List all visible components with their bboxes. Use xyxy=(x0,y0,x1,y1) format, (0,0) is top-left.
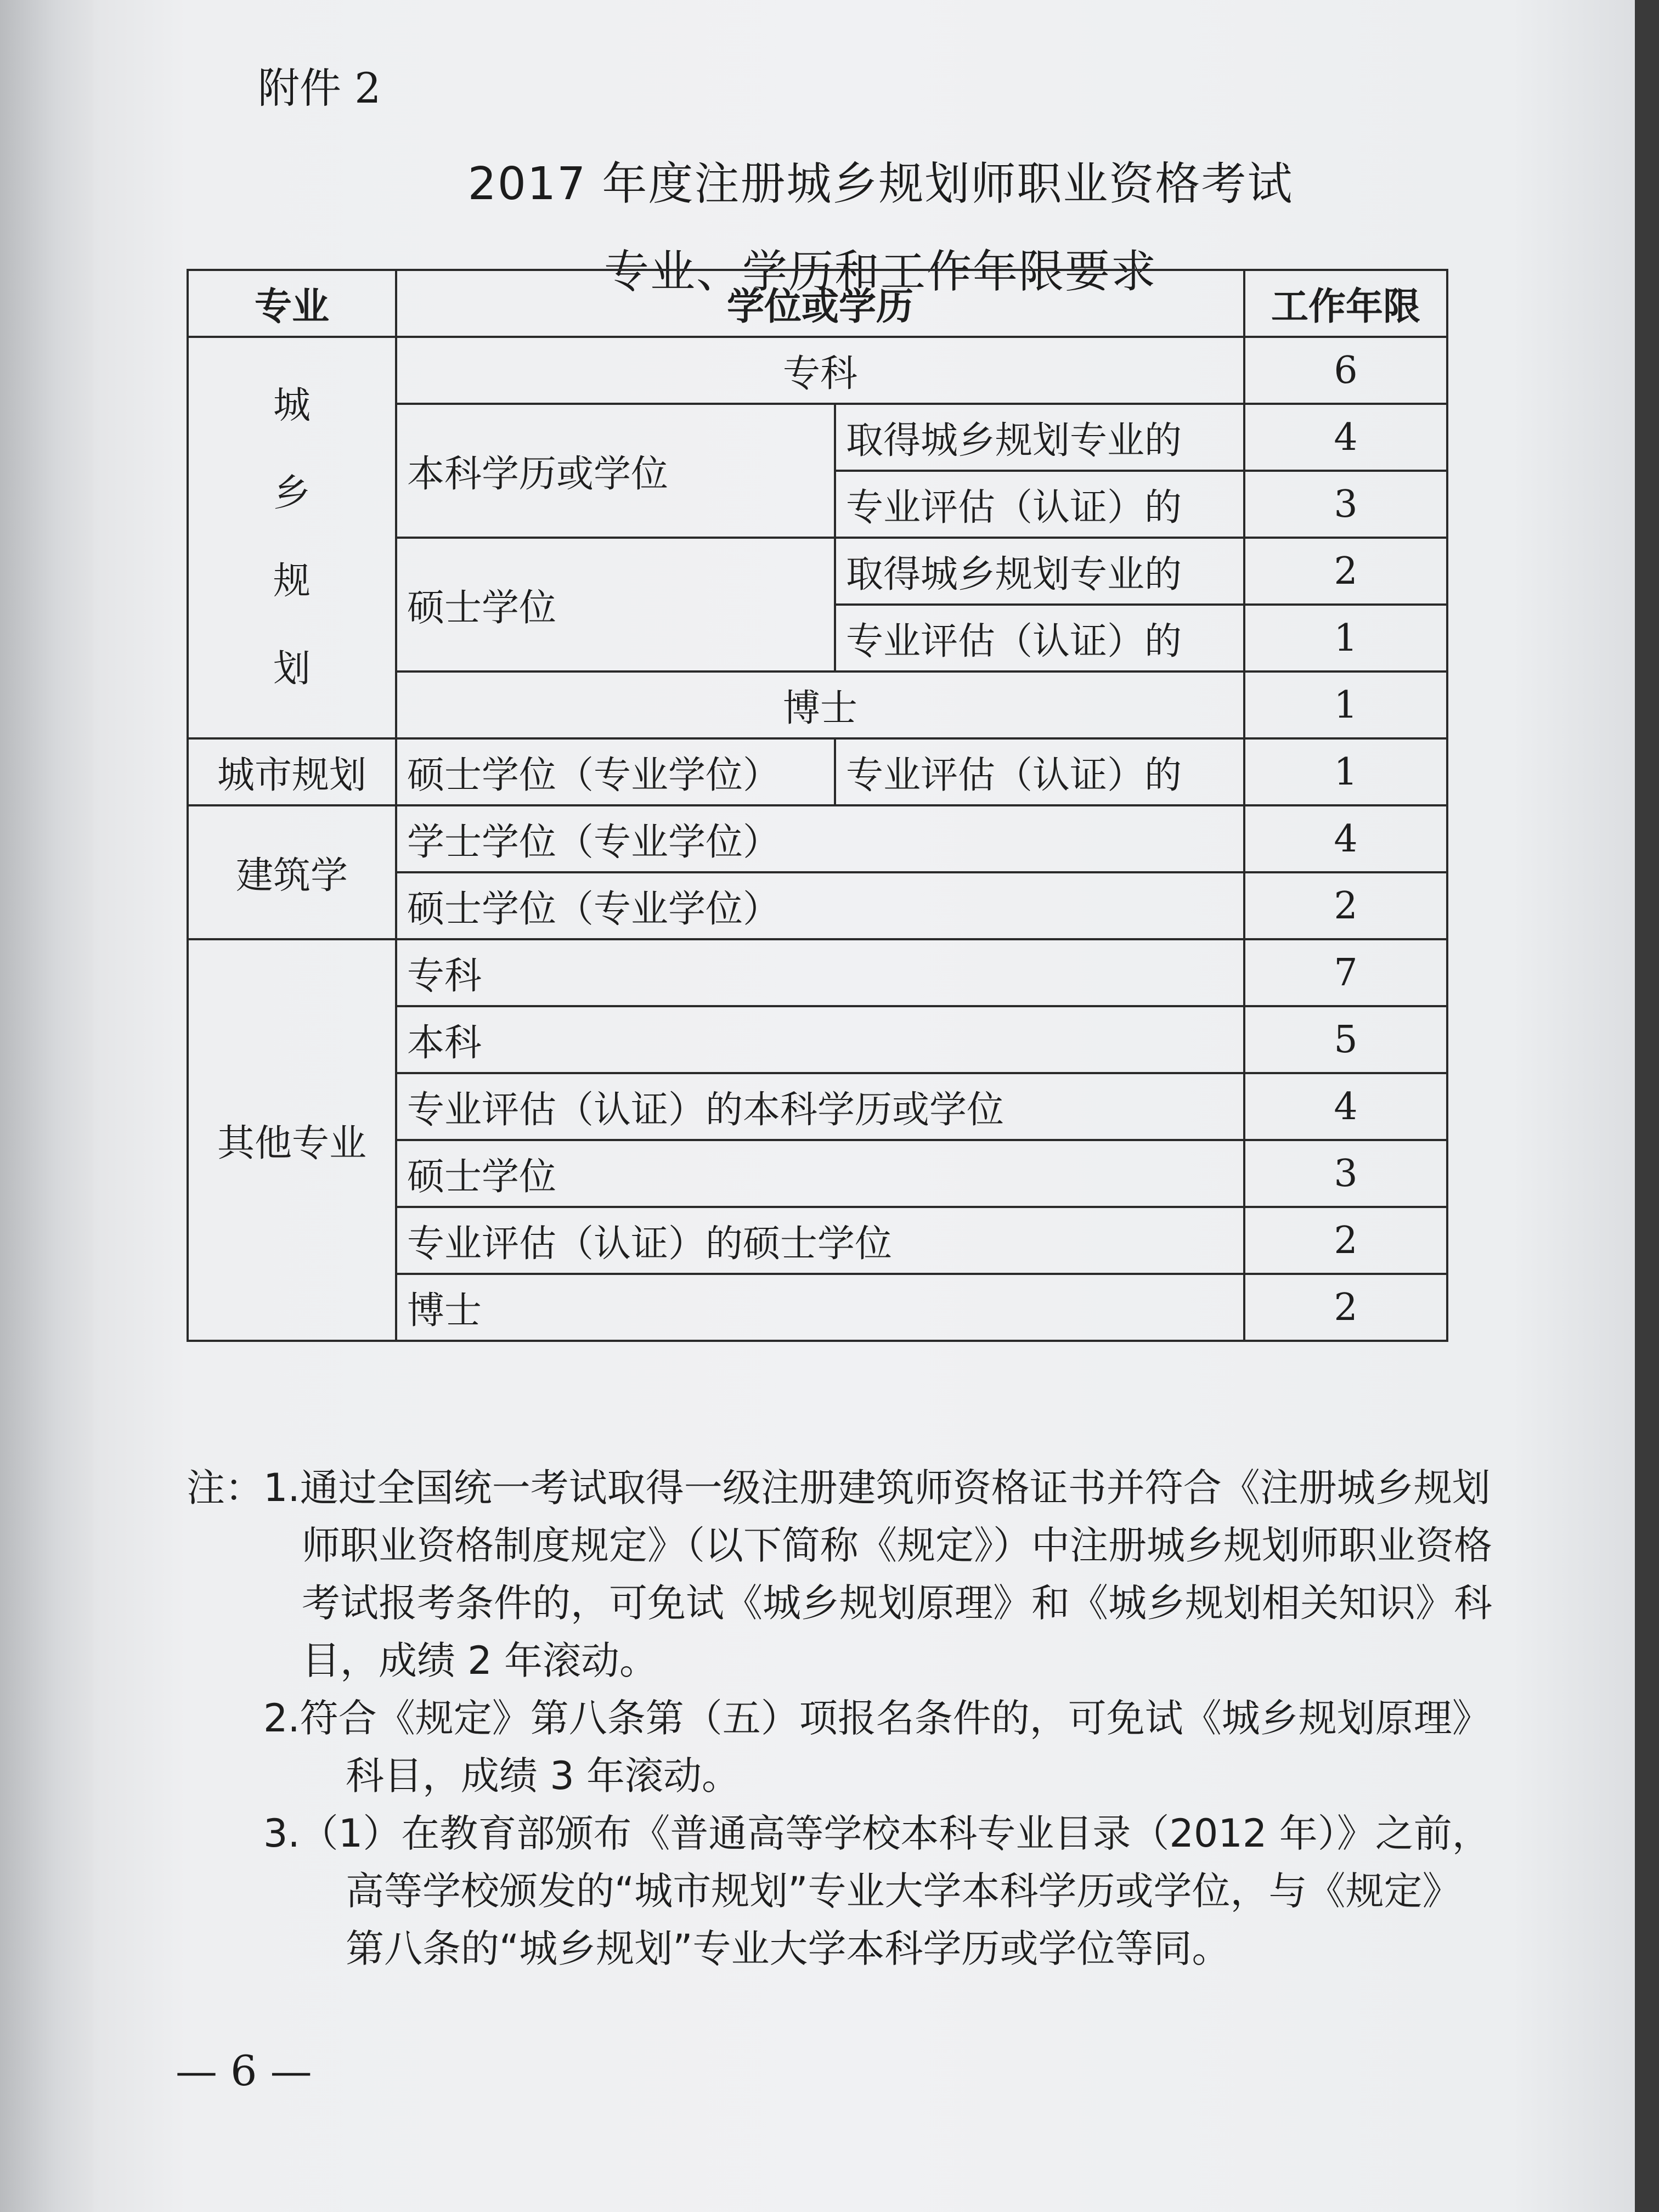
degree-cell: 博士 xyxy=(396,1274,1244,1341)
notes-section xyxy=(187,1459,1492,1978)
document-page xyxy=(93,0,1635,2212)
table-header-row xyxy=(188,270,1447,337)
major-char: 乡 xyxy=(273,472,311,515)
header-major: 专业 xyxy=(188,270,396,337)
years-cell: 2 xyxy=(1244,1207,1447,1274)
page-gutter-shadow xyxy=(0,0,93,2212)
degree-cell: 专业评估（认证）的本科学历或学位 xyxy=(396,1073,1244,1140)
page-number: — 6 — xyxy=(176,2046,312,2095)
years-cell: 1 xyxy=(1244,605,1447,672)
degree-condition: 专业评估（认证）的 xyxy=(835,605,1244,672)
years-cell: 4 xyxy=(1244,404,1447,471)
degree-cell: 硕士学位（专业学位） xyxy=(396,872,1244,939)
note-2: 2.符合《规定》第八条第（五）项报名条件的，可免试《城乡规划原理》科目，成绩 3 年滚动。 xyxy=(263,1696,1491,1798)
major-city-planning: 城市规划 xyxy=(188,738,396,805)
years-cell: 7 xyxy=(1244,939,1447,1006)
major-char: 城 xyxy=(273,384,311,427)
table-row xyxy=(188,805,1447,872)
degree-group-master: 硕士学位 xyxy=(396,538,835,672)
major-other: 其他专业 xyxy=(188,939,396,1341)
degree-cell: 专科 xyxy=(396,939,1244,1006)
degree-cell: 专业评估（认证）的硕士学位 xyxy=(396,1207,1244,1274)
header-years: 工作年限 xyxy=(1244,270,1447,337)
degree-cell: 学士学位（专业学位） xyxy=(396,805,1244,872)
degree-cell: 硕士学位 xyxy=(396,1140,1244,1207)
degree-condition: 取得城乡规划专业的 xyxy=(835,404,1244,471)
years-cell: 1 xyxy=(1244,738,1447,805)
years-cell: 5 xyxy=(1244,1006,1447,1073)
document-title-line1: 2017 年度注册城乡规划师职业资格考试 xyxy=(467,158,1294,210)
major-urban-rural xyxy=(188,337,396,738)
years-cell: 1 xyxy=(1244,672,1447,738)
major-char: 划 xyxy=(273,647,311,691)
degree-condition: 取得城乡规划专业的 xyxy=(835,538,1244,605)
years-cell: 4 xyxy=(1244,1073,1447,1140)
note-1-text: 1.通过全国统一考试取得一级注册建筑师资格证书并符合《注册城乡规划师职业资格制度规定》（以下简称《规定》）中注册城乡规划师职业资格考试报考条件的，可免试《城乡规划原理》和《城乡规划相关知识》科目，成绩 2 年滚动。 xyxy=(263,1465,1492,1683)
years-cell: 3 xyxy=(1244,1140,1447,1207)
header-degree: 学位或学历 xyxy=(396,270,1244,337)
years-cell: 3 xyxy=(1244,471,1447,538)
degree-condition: 专业评估（认证）的 xyxy=(835,738,1244,805)
notes-prefix: 注： xyxy=(187,1465,263,1510)
document-title-line2: 专业、学历和工作年限要求 xyxy=(603,246,1157,298)
major-char: 规 xyxy=(273,560,311,603)
years-cell: 2 xyxy=(1244,1274,1447,1341)
table-row xyxy=(188,939,1447,1006)
table-row xyxy=(188,337,1447,404)
years-cell: 2 xyxy=(1244,538,1447,605)
degree-group-bachelor: 本科学历或学位 xyxy=(396,404,835,538)
degree-cell: 专科 xyxy=(396,337,1244,404)
degree-cell: 博士 xyxy=(396,672,1244,738)
years-cell: 4 xyxy=(1244,805,1447,872)
note-3: 3.（1）在教育部颁布《普通高等学校本科专业目录（2012 年）》之前，高等学校颁发的“城市规划”专业大学本科学历或学位，与《规定》第八条的“城乡规划”专业大学本科学历或学位等同。 xyxy=(263,1811,1491,1971)
years-cell: 6 xyxy=(1244,337,1447,404)
degree-condition: 专业评估（认证）的 xyxy=(835,471,1244,538)
major-architecture: 建筑学 xyxy=(188,805,396,939)
note-1 xyxy=(187,1459,1492,1690)
attachment-label: 附件 2 xyxy=(258,64,381,112)
degree-cell: 本科 xyxy=(396,1006,1244,1073)
degree-cell: 硕士学位（专业学位） xyxy=(396,738,835,805)
years-cell: 2 xyxy=(1244,872,1447,939)
requirements-table xyxy=(187,269,1448,1342)
table-row xyxy=(188,738,1447,805)
